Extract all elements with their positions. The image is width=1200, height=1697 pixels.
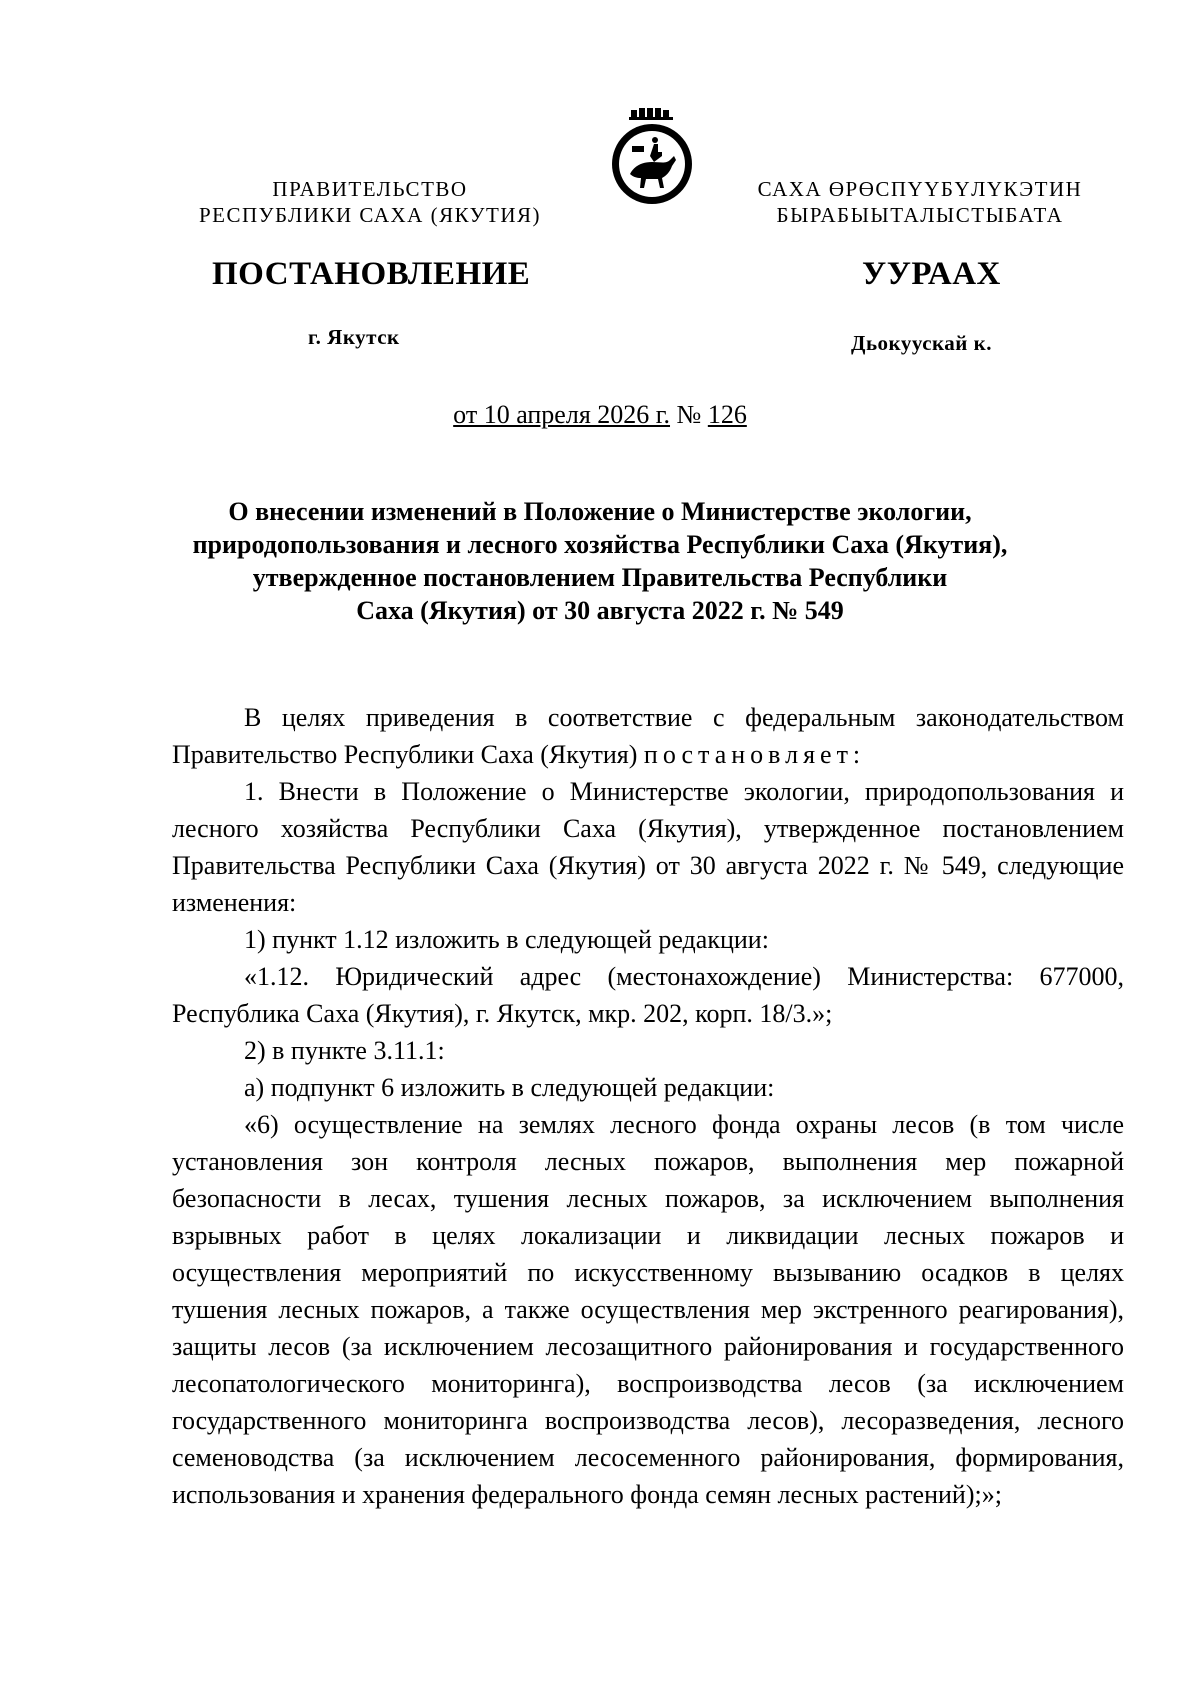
paragraph-preamble bbox=[172, 699, 1124, 773]
document-number: 126 bbox=[707, 400, 747, 429]
paragraph-subitem-2: 2) в пункте 3.11.1: bbox=[244, 1036, 445, 1065]
document-type-ru: ПОСТАНОВЛЕНИЕ bbox=[212, 256, 531, 292]
government-name-sakha-line2: БЫРАБЫЫТАЛЫСТЫБАТА bbox=[776, 203, 1064, 227]
paragraph-quote-1-12: «1.12. Юридический адрес (местонахождение) Министерства: 677000, Республика Саха (Якутия), г. Якутск, мкр. 202, корп. 18/3.»; bbox=[172, 962, 1124, 1028]
document-date-number bbox=[0, 400, 1200, 430]
government-name-ru-line1: ПРАВИТЕЛЬСТВО bbox=[272, 177, 468, 201]
document-type-sakha: УУРААХ bbox=[862, 256, 1001, 292]
number-sign: № bbox=[676, 400, 702, 429]
government-name-sakha-line1: САХА ӨРӨСПҮҮБҮЛҮКЭТИН bbox=[757, 177, 1083, 201]
paragraph-item-1: 1. Внести в Положение о Министерстве экологии, природопользования и лесного хозяйства Республики Саха (Якутия), утвержденное постановлением Правительства Республики Саха (Якутия) от 30 августа 2022 г. № 549, следующие изменения: bbox=[172, 777, 1124, 917]
paragraph-subitem-a: а) подпункт 6 изложить в следующей редакции: bbox=[244, 1073, 775, 1102]
document-body bbox=[172, 699, 1124, 1513]
paragraph-quote-6: «6) осуществление на землях лесного фонда охраны лесов (в том числе установления зон контроля лесных пожаров, выполнения мер пожарной безопасности в лесах, тушения лесных пожаров, за исключением выполнения взрывных работ в целях локализации и ликвидации лесных пожаров и осуществления мероприятий по искусственному вызыванию осадков в целях тушения лесных пожаров, а также осуществления мер экстренного реагирования), защиты лесов (за исключением лесозащитного районирования и государственного лесопатологического мониторинга), воспроизводства лесов (за исключением государственного мониторинга воспроизводства лесов), лесоразведения, лесного семеноводства (за исключением лесосеменного районирования, формирования, использования и хранения федерального фонда семян лесных растений);»; bbox=[172, 1110, 1124, 1509]
city-sakha: Дьокуускай к. bbox=[851, 331, 993, 355]
government-name-ru-line2: РЕСПУБЛИКИ САХА (ЯКУТИЯ) bbox=[198, 203, 542, 227]
city-ru: г. Якутск bbox=[308, 325, 400, 349]
title-line: Саха (Якутия) от 30 августа 2022 г. № 549 bbox=[356, 596, 844, 625]
title-line: О внесении изменений в Положение о Министерстве экологии, bbox=[228, 497, 972, 526]
document-date: от 10 апреля 2026 г. bbox=[453, 400, 671, 429]
yakutia-coat-of-arms-icon bbox=[608, 108, 696, 208]
paragraph-subitem-1: 1) пункт 1.12 изложить в следующей редакции: bbox=[244, 925, 769, 954]
government-name-ru bbox=[170, 176, 570, 228]
preamble-text: В целях приведения в соответствие с федеральным законодательством Правительство Республики Саха (Якутия) bbox=[172, 703, 1124, 769]
resolves-word: постановляет: bbox=[643, 740, 866, 769]
title-line: природопользования и лесного хозяйства Республики Саха (Якутия), bbox=[192, 530, 1008, 559]
government-name-sakha bbox=[735, 176, 1105, 228]
title-line: утвержденное постановлением Правительства Республики bbox=[252, 563, 948, 592]
document-title bbox=[170, 495, 1030, 627]
